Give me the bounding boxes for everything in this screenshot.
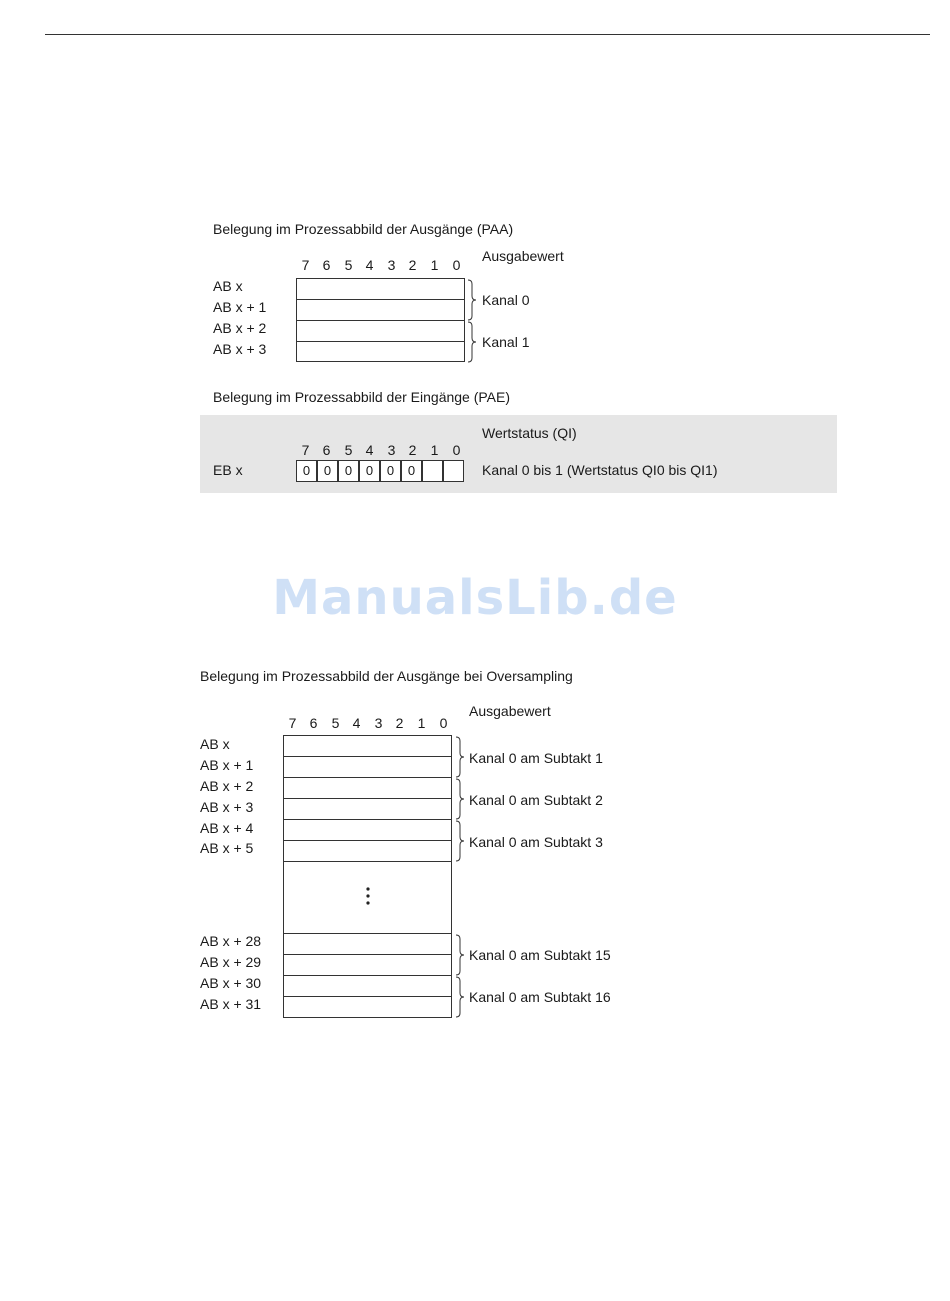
row-label: AB x (200, 736, 230, 752)
brace-icon (455, 736, 465, 778)
top-rule (45, 34, 930, 35)
paa-title: Belegung im Prozessabbild der Ausgänge (PAA) (213, 221, 514, 237)
brace-icon (455, 934, 465, 976)
row-label: AB x + 28 (200, 933, 262, 949)
row-label: AB x + 2 (213, 320, 267, 336)
bit-number: 1 (430, 442, 439, 458)
row-label: AB x (213, 278, 243, 294)
bit-cell (422, 460, 443, 482)
oversampling-byte-grid (283, 735, 453, 1019)
brace-icon (455, 778, 465, 820)
byte-row (297, 321, 464, 342)
channel-label: Kanal 0 am Subtakt 1 (469, 750, 603, 766)
bit-number: 0 (452, 257, 461, 273)
bit-cell: 0 (380, 460, 401, 482)
bit-number: 1 (430, 257, 439, 273)
row-label: AB x + 2 (200, 778, 254, 794)
row-label: AB x + 4 (200, 820, 254, 836)
bit-number: 7 (301, 442, 310, 458)
bit-number: 0 (439, 715, 448, 731)
bit-number: 6 (322, 257, 331, 273)
byte-row (297, 279, 464, 300)
bit-number: 4 (365, 257, 374, 273)
bit-number: 7 (301, 257, 310, 273)
row-label: AB x + 5 (200, 840, 254, 856)
watermark: ManualsLib.de (272, 570, 678, 626)
bit-number: 2 (408, 257, 417, 273)
row-label: AB x + 3 (213, 341, 267, 357)
row-label: AB x + 29 (200, 954, 262, 970)
bit-cell: 0 (317, 460, 338, 482)
bit-number: 3 (374, 715, 383, 731)
row-label: AB x + 3 (200, 799, 254, 815)
row-label: AB x + 31 (200, 996, 262, 1012)
channel-label: Kanal 0 am Subtakt 2 (469, 792, 603, 808)
oversampling-value-label: Ausgabewert (469, 703, 551, 719)
brace-icon (455, 820, 465, 862)
bit-number: 5 (344, 442, 353, 458)
brace-icon (467, 279, 477, 321)
pae-status-label: Wertstatus (QI) (482, 425, 577, 441)
bit-cell (443, 460, 464, 482)
channel-label: Kanal 0 (482, 292, 530, 308)
bit-number: 4 (365, 442, 374, 458)
bit-number: 3 (387, 442, 396, 458)
vertical-ellipsis-icon (364, 886, 372, 906)
byte-row (297, 300, 464, 321)
bit-number: 1 (417, 715, 426, 731)
bit-number: 6 (322, 442, 331, 458)
channel-label: Kanal 0 am Subtakt 15 (469, 947, 611, 963)
bit-cell: 0 (338, 460, 359, 482)
bit-number: 0 (452, 442, 461, 458)
oversampling-title: Belegung im Prozessabbild der Ausgänge bei Oversampling (200, 668, 573, 684)
brace-icon (467, 321, 477, 363)
bit-number: 4 (352, 715, 361, 731)
row-label: EB x (213, 462, 243, 478)
bit-number: 6 (309, 715, 318, 731)
bit-cell: 0 (359, 460, 380, 482)
brace-icon (455, 976, 465, 1018)
bit-number: 7 (288, 715, 297, 731)
channel-label: Kanal 0 am Subtakt 3 (469, 834, 603, 850)
channel-label: Kanal 1 (482, 334, 530, 350)
row-label: AB x + 30 (200, 975, 262, 991)
paa-byte-grid (296, 278, 465, 362)
bit-cell: 0 (296, 460, 317, 482)
row-label: AB x + 1 (200, 757, 254, 773)
row-label: AB x + 1 (213, 299, 267, 315)
bit-number: 5 (344, 257, 353, 273)
paa-value-label: Ausgabewert (482, 248, 564, 264)
bit-number: 3 (387, 257, 396, 273)
bit-number: 2 (395, 715, 404, 731)
bit-number: 2 (408, 442, 417, 458)
bit-cell: 0 (401, 460, 422, 482)
channel-label: Kanal 0 am Subtakt 16 (469, 989, 611, 1005)
bit-number: 5 (331, 715, 340, 731)
pae-title: Belegung im Prozessabbild der Eingänge (PAE) (213, 389, 511, 405)
pae-channel-text: Kanal 0 bis 1 (Wertstatus QI0 bis QI1) (482, 462, 718, 478)
byte-row (297, 342, 464, 363)
